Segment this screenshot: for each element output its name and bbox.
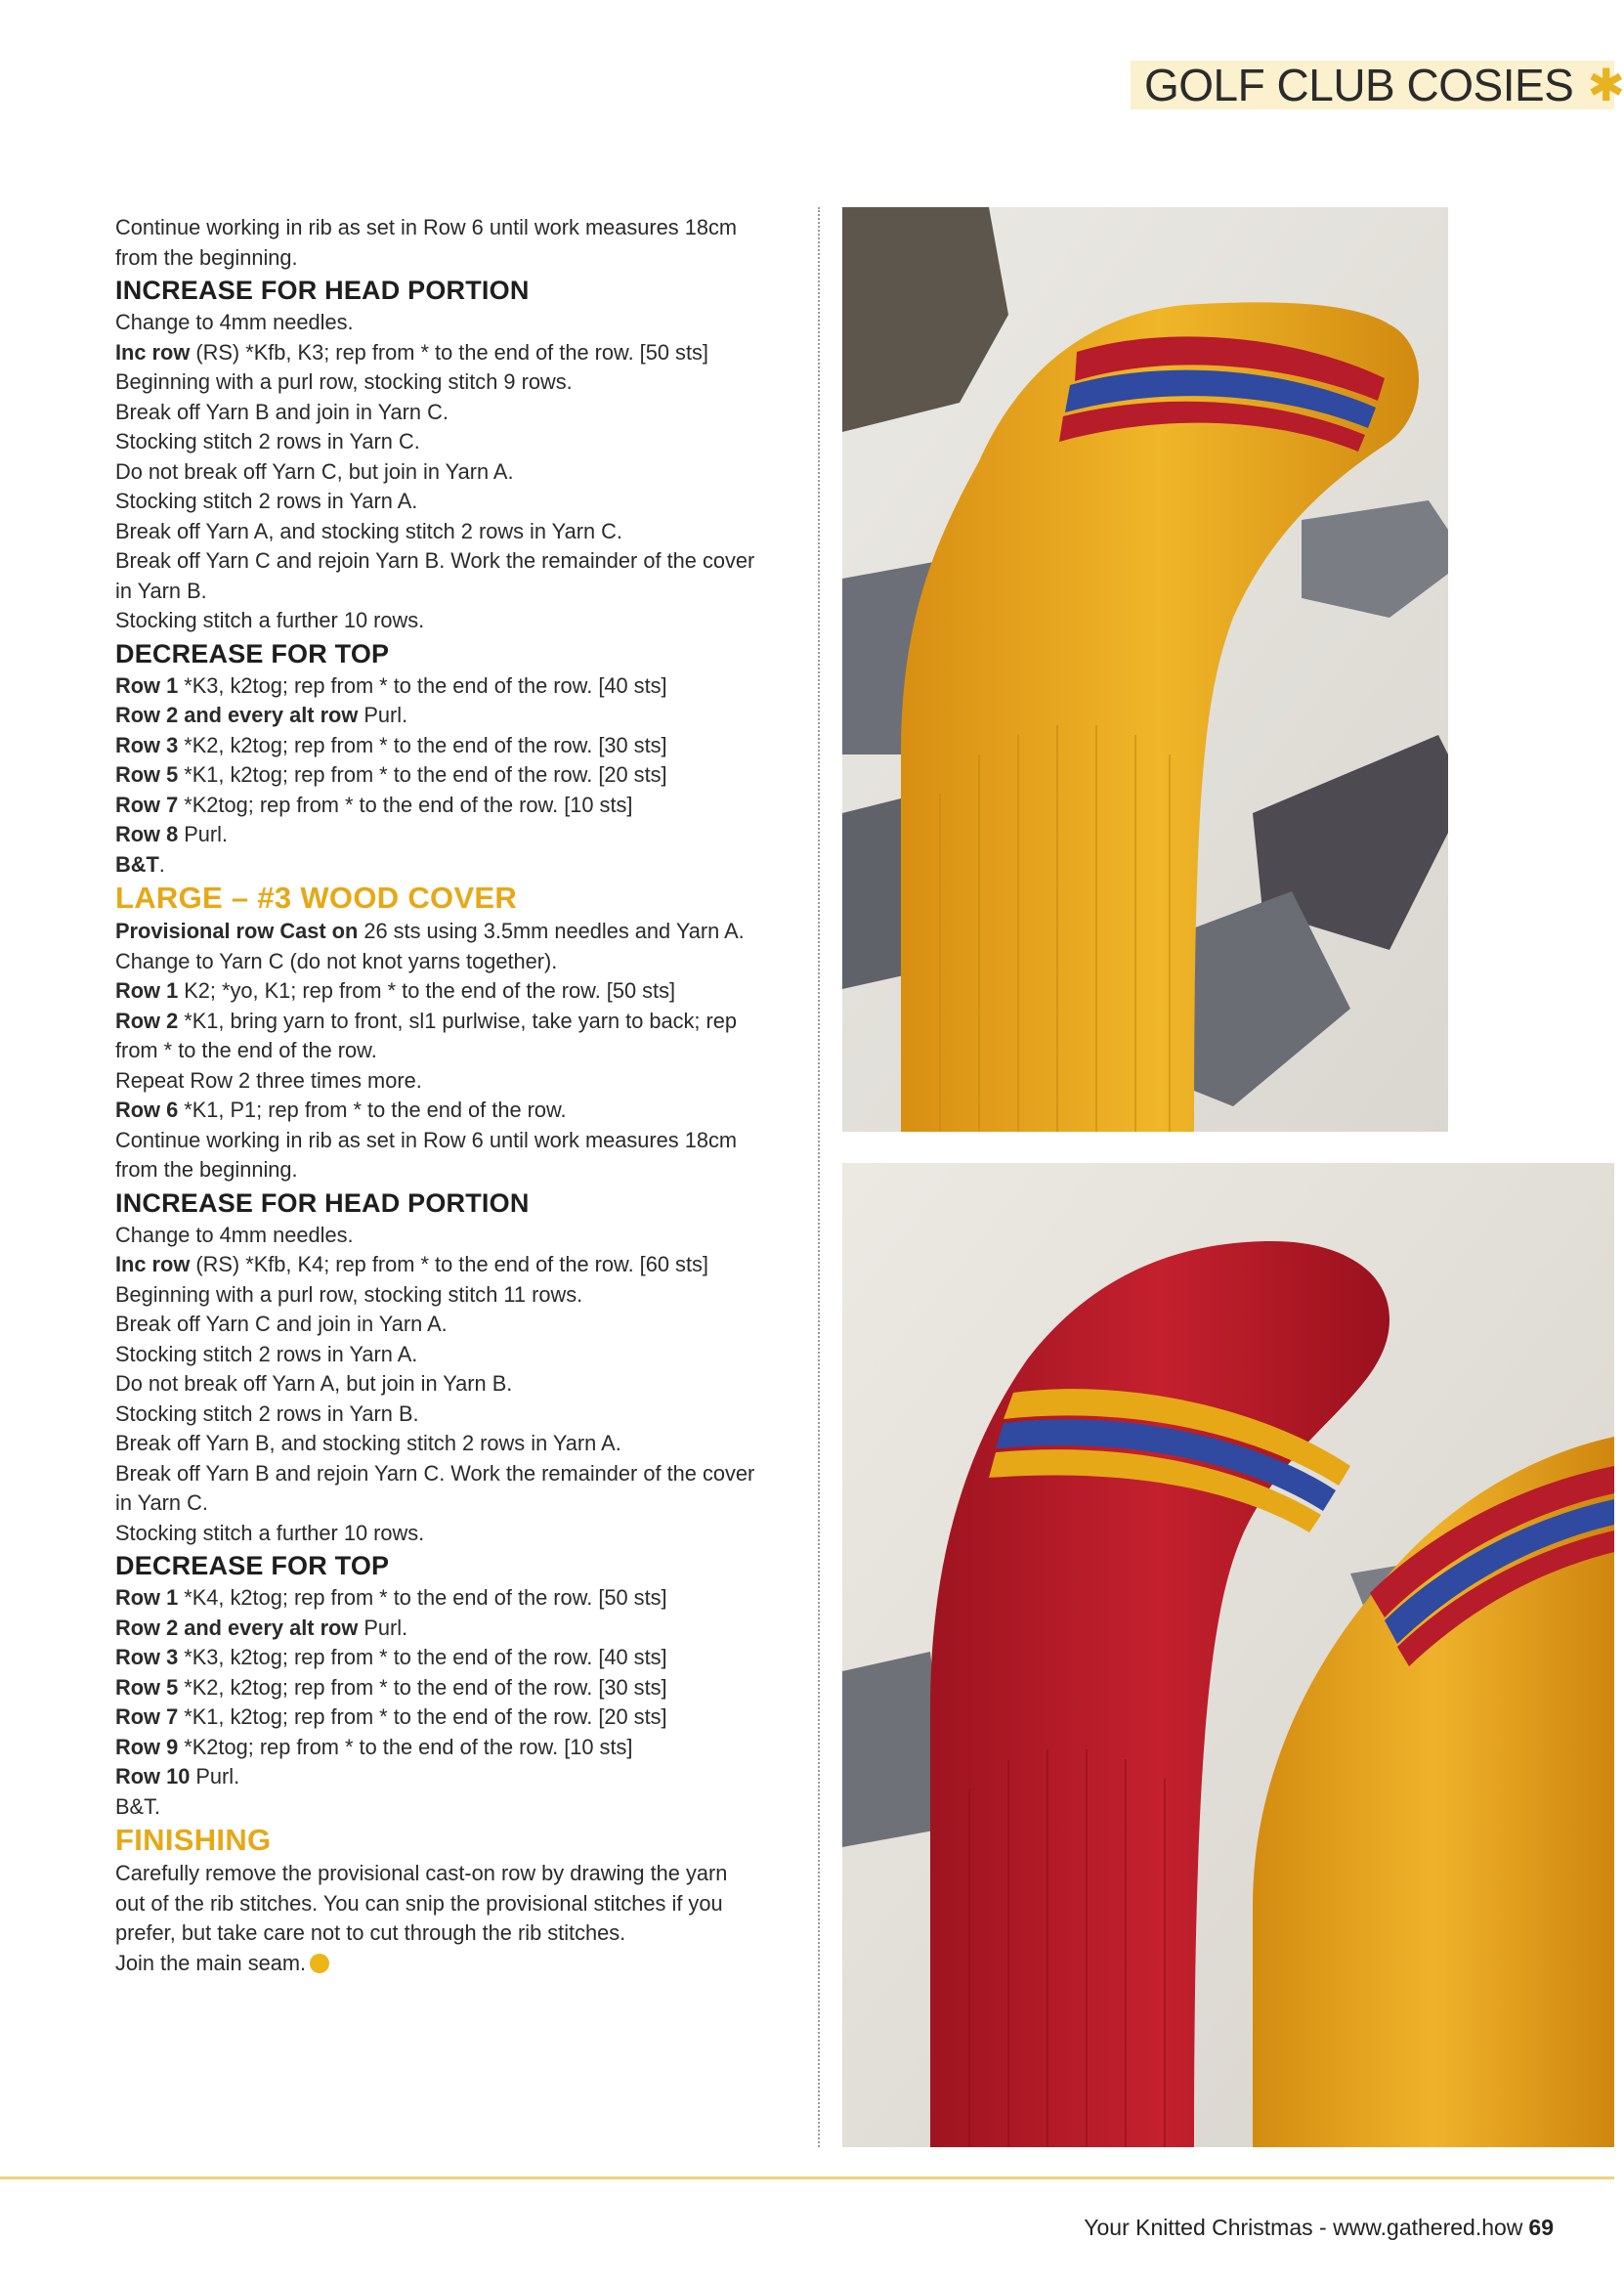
pattern-line bbox=[115, 487, 799, 517]
pattern-line bbox=[115, 1340, 799, 1370]
pattern-line bbox=[115, 1400, 799, 1430]
instruction-label: Inc row bbox=[115, 1252, 191, 1276]
pattern-line bbox=[115, 1310, 799, 1340]
section-heading: FINISHING bbox=[115, 1823, 272, 1857]
instruction-text: from the beginning. bbox=[115, 244, 298, 270]
pattern-line bbox=[115, 1459, 799, 1489]
instruction-text: Break off Yarn B and join in Yarn C. bbox=[115, 399, 449, 424]
pattern-line bbox=[115, 976, 799, 1007]
instruction-label: Provisional row Cast on bbox=[115, 919, 359, 943]
instruction-text: Stocking stitch a further 10 rows. bbox=[115, 1520, 425, 1545]
pattern-line bbox=[115, 1583, 799, 1614]
photo-yellow-cosy bbox=[842, 207, 1522, 1132]
pattern-line bbox=[115, 760, 799, 791]
pattern-line bbox=[115, 1036, 799, 1066]
pattern-line bbox=[115, 791, 799, 821]
pattern-line bbox=[115, 1519, 799, 1549]
instruction-label: Row 2 and every alt row bbox=[115, 1615, 359, 1640]
pattern-line bbox=[115, 398, 799, 428]
section-title: GOLF CLUB COSIES bbox=[1144, 60, 1574, 110]
instruction-text: Beginning with a purl row, stocking stitch 9 rows. bbox=[115, 369, 573, 394]
instruction-text: B&T. bbox=[115, 1793, 161, 1819]
instruction-label: Row 5 bbox=[115, 762, 179, 787]
instruction-text: in Yarn B. bbox=[115, 578, 207, 603]
pattern-line bbox=[115, 1702, 799, 1733]
instruction-text: Repeat Row 2 three times more. bbox=[115, 1067, 422, 1093]
instruction-text: (RS) *Kfb, K3; rep from * to the end of the row. [50 sts] bbox=[190, 339, 708, 365]
instruction-text: Change to 4mm needles. bbox=[115, 1222, 354, 1247]
instruction-text: Purl. bbox=[358, 703, 408, 727]
instruction-text: Continue working in rib as set in Row 6 until work measures 18cm bbox=[115, 215, 738, 239]
pattern-line bbox=[115, 1155, 799, 1185]
subsection-heading: INCREASE FOR HEAD PORTION bbox=[115, 276, 530, 305]
instruction-text: Break off Yarn B and rejoin Yarn C. Work the remainder of the cover bbox=[115, 1460, 755, 1486]
instruction-text: Carefully remove the provisional cast-on row by drawing the yarn bbox=[115, 1861, 728, 1885]
pattern-line bbox=[115, 1792, 799, 1823]
pattern-line bbox=[115, 457, 799, 488]
instruction-text: *K2, k2tog; rep from * to the end of the row. [30 sts] bbox=[178, 732, 667, 757]
column-divider bbox=[818, 207, 820, 2147]
instruction-text: *K1, P1; rep from * to the end of the row. bbox=[178, 1098, 567, 1122]
pattern-line bbox=[115, 1126, 799, 1156]
instruction-label: Row 9 bbox=[115, 1734, 179, 1759]
pattern-line bbox=[115, 820, 799, 850]
instruction-text: Purl. bbox=[178, 822, 229, 846]
instruction-text: Break off Yarn A, and stocking stitch 2 rows in Yarn C. bbox=[115, 518, 622, 543]
page-footer bbox=[1084, 2215, 1554, 2241]
instruction-label: Row 5 bbox=[115, 1674, 179, 1700]
instruction-text: *K1, bring yarn to front, sl1 purlwise, take yarn to back; rep bbox=[178, 1008, 738, 1033]
instruction-label: Row 2 bbox=[115, 1008, 179, 1033]
pattern-line bbox=[115, 1429, 799, 1459]
photo-red-cosy bbox=[842, 1163, 1614, 2147]
instruction-text: *K3, k2tog; rep from * to the end of the row. [40 sts] bbox=[178, 672, 667, 698]
instruction-text: (RS) *Kfb, K4; rep from * to the end of the row. [60 sts] bbox=[190, 1252, 708, 1276]
pattern-line bbox=[115, 367, 799, 398]
page-number: 69 bbox=[1528, 2215, 1554, 2240]
pattern-line bbox=[115, 1250, 799, 1280]
pattern-line bbox=[115, 1007, 799, 1037]
instruction-text: Continue working in rib as set in Row 6 until work measures 18cm bbox=[115, 1127, 738, 1152]
instruction-text: Beginning with a purl row, stocking stitch 11 rows. bbox=[115, 1281, 583, 1307]
instruction-text: *K3, k2tog; rep from * to the end of the row. [40 sts] bbox=[178, 1645, 667, 1669]
pattern-line bbox=[115, 917, 799, 947]
instruction-label: Row 1 bbox=[115, 978, 179, 1003]
pattern-line bbox=[115, 731, 799, 761]
instruction-text: Do not break off Yarn C, but join in Yarn A. bbox=[115, 458, 514, 484]
pattern-line bbox=[115, 308, 799, 338]
instruction-text: 26 sts using 3.5mm needles and Yarn A. bbox=[358, 919, 745, 943]
instruction-text: . bbox=[158, 851, 165, 877]
pattern-line bbox=[115, 1614, 799, 1644]
pattern-line bbox=[115, 1918, 799, 1949]
pattern-line bbox=[115, 517, 799, 547]
pattern-line bbox=[115, 1762, 799, 1792]
pattern-line bbox=[115, 947, 799, 977]
instruction-text: Change to Yarn C (do not knot yarns together). bbox=[115, 948, 558, 973]
instruction-text: Stocking stitch 2 rows in Yarn C. bbox=[115, 429, 420, 453]
pattern-line bbox=[115, 577, 799, 607]
pattern-text-column bbox=[115, 213, 799, 1978]
instruction-text: Join the main seam. bbox=[115, 1950, 307, 1975]
subsection-heading: INCREASE FOR HEAD PORTION bbox=[115, 1187, 530, 1218]
instruction-text: from * to the end of the row. bbox=[115, 1038, 377, 1062]
instruction-text: Stocking stitch 2 rows in Yarn A. bbox=[115, 1341, 418, 1366]
instruction-text: from the beginning. bbox=[115, 1157, 298, 1182]
pattern-line bbox=[115, 1066, 799, 1097]
instruction-text: Stocking stitch a further 10 rows. bbox=[115, 608, 425, 632]
pattern-line bbox=[115, 213, 799, 243]
instruction-label: Row 2 and every alt row bbox=[115, 703, 359, 727]
pattern-line bbox=[115, 427, 799, 457]
pattern-line bbox=[115, 546, 799, 577]
yarn-ball-icon bbox=[310, 1954, 329, 1973]
instruction-text: *K1, k2tog; rep from * to the end of the row. [20 sts] bbox=[178, 1704, 667, 1729]
pattern-line bbox=[115, 1643, 799, 1673]
pattern-line bbox=[115, 1889, 799, 1919]
instruction-text: K2; *yo, K1; rep from * to the end of the row. [50 sts] bbox=[178, 978, 676, 1003]
footer-text: Your Knitted Christmas - www.gathered.how bbox=[1084, 2215, 1523, 2240]
pattern-line bbox=[115, 1859, 799, 1889]
instruction-label: Row 1 bbox=[115, 672, 179, 698]
pattern-line bbox=[115, 338, 799, 368]
instruction-label: Inc row bbox=[115, 339, 191, 365]
instruction-label: Row 7 bbox=[115, 792, 179, 817]
pattern-line bbox=[115, 701, 799, 731]
pattern-line bbox=[115, 1733, 799, 1763]
pattern-line bbox=[115, 1488, 799, 1519]
pattern-line bbox=[115, 1369, 799, 1400]
pattern-line bbox=[115, 606, 799, 636]
pattern-line bbox=[115, 1096, 799, 1126]
instruction-label: Row 3 bbox=[115, 1645, 179, 1669]
instruction-text: *K2tog; rep from * to the end of the row. [10 sts] bbox=[178, 1734, 633, 1759]
section-header bbox=[1131, 60, 1624, 110]
instruction-text: Stocking stitch 2 rows in Yarn A. bbox=[115, 489, 418, 513]
instruction-text: Break off Yarn C and join in Yarn A. bbox=[115, 1312, 448, 1336]
footer-rule bbox=[0, 2176, 1614, 2179]
instruction-text: Purl. bbox=[190, 1764, 240, 1788]
instruction-text: Break off Yarn C and rejoin Yarn B. Work the remainder of the cover bbox=[115, 548, 755, 573]
instruction-text: Do not break off Yarn A, but join in Yarn B. bbox=[115, 1371, 513, 1396]
subsection-heading: DECREASE FOR TOP bbox=[115, 638, 390, 668]
pattern-line bbox=[115, 850, 799, 881]
red-cosy-illustration bbox=[842, 1163, 1614, 2147]
pattern-line bbox=[115, 243, 799, 274]
instruction-text: Change to 4mm needles. bbox=[115, 310, 354, 334]
pattern-line bbox=[115, 1221, 799, 1251]
instruction-text: *K4, k2tog; rep from * to the end of the row. [50 sts] bbox=[178, 1585, 667, 1610]
instruction-label: Row 7 bbox=[115, 1704, 179, 1729]
instruction-text: prefer, but take care not to cut through the rib stitches. bbox=[115, 1920, 626, 1945]
instruction-label: Row 3 bbox=[115, 732, 179, 757]
instruction-text: *K2tog; rep from * to the end of the row. [10 sts] bbox=[178, 792, 633, 817]
instruction-label: Row 10 bbox=[115, 1764, 191, 1788]
instruction-text: out of the rib stitches. You can snip the provisional stitches if you bbox=[115, 1890, 723, 1916]
pattern-line bbox=[115, 1280, 799, 1311]
instruction-text: *K2, k2tog; rep from * to the end of the row. [30 sts] bbox=[178, 1674, 667, 1700]
yellow-cosy-illustration bbox=[842, 207, 1522, 1132]
pattern-line bbox=[115, 1673, 799, 1703]
flower-icon: ✱ bbox=[1587, 60, 1624, 110]
pattern-line bbox=[115, 671, 799, 702]
section-heading: LARGE – #3 WOOD COVER bbox=[115, 881, 518, 915]
instruction-text: *K1, k2tog; rep from * to the end of the row. [20 sts] bbox=[178, 762, 667, 787]
instruction-label: Row 6 bbox=[115, 1098, 179, 1122]
instruction-label: Row 1 bbox=[115, 1585, 179, 1610]
instruction-label: B&T bbox=[115, 851, 159, 877]
instruction-text: Break off Yarn B, and stocking stitch 2 rows in Yarn A. bbox=[115, 1431, 621, 1455]
instruction-text: in Yarn C. bbox=[115, 1490, 208, 1515]
instruction-text: Purl. bbox=[358, 1615, 408, 1640]
instruction-label: Row 8 bbox=[115, 822, 179, 846]
pattern-line bbox=[115, 1949, 799, 1979]
subsection-heading: DECREASE FOR TOP bbox=[115, 1551, 390, 1580]
instruction-text: Stocking stitch 2 rows in Yarn B. bbox=[115, 1401, 419, 1426]
